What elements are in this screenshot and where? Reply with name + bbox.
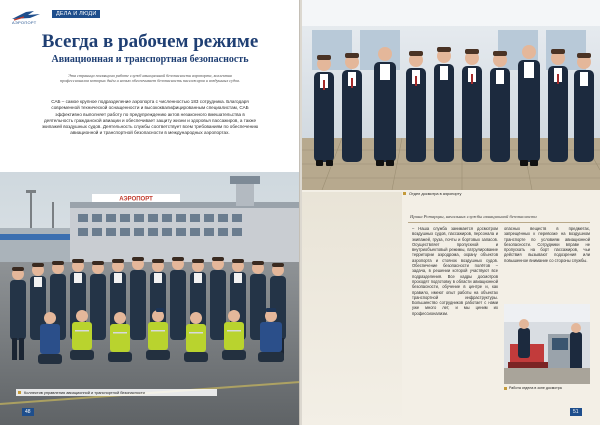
- left-page-number: 48: [22, 408, 34, 416]
- section-tag: ДЕЛА И ЛЮДИ: [52, 10, 100, 18]
- article-lead: Эта страница посвящена работе служб авиационной безопасности аэропорта, коллектив профессионалов которых днём и ночью обеспечивает безопасность пассажиров и воздушных судов.: [60, 73, 240, 84]
- building-sign: АЭРОПОРТ: [119, 196, 153, 203]
- team-photo: [0, 172, 300, 425]
- right-photo-caption: Отдел досмотра в аэропорту: [403, 191, 461, 196]
- right-page-number: 51: [570, 408, 582, 416]
- logo-text: АЭРОПОРТ: [12, 20, 37, 25]
- article-byline: Ирина Ротарцан, начальник службы авиационной безопасности: [410, 214, 537, 219]
- screening-photo: [504, 304, 590, 384]
- article-title: Всегда в рабочем режиме: [41, 31, 259, 52]
- article-subtitle: Авиационная и транспортная безопасность: [51, 54, 249, 65]
- body-column-1: – Наша служба занимается досмотром воздушных судов, пассажиров, персонала и экипажей, груза, почты и бортовых запасов. Осуществляет пропускной и внутриобъектовый режимы, патрулирование территории аэродрома, охрану объектов аэропорта и стоянок воздушных судов. Обеспечение безопасности полётов – задача, в решении которой участвуют все подразделения. Все кадры досмотров проходят подготовку в области авиационной безопасности, обучение в центре и, как правило, имеют опыт работы на объектах транспортной инфраструктуры. Большинство сотрудников работает с нами уже много лет, и мы ценим их профессионализм.: [412, 226, 498, 316]
- right-page: [302, 0, 600, 425]
- left-photo-caption: Коллектив управления авиационной и транспортной безопасности: [16, 389, 217, 396]
- article-intro: САБ – самое крупное подразделение аэропорта с численностью 183 сотрудника. Благодаря современной технической оснащенности и высококвалифицированным специалистам, САБ эффективно выполняет работу по предупреждению актов незаконного вмешательства в деятельность гражданской авиации и обеспечивает защиту жизни и здоровья пассажиров, а также экипажей воздушных судов. Деятельность службы соответствует всем требованиям по обеспечению авиационной и транспортной безопасности в международных аэропортах.: [41, 99, 259, 136]
- right-page-side-strip: [302, 192, 402, 425]
- byline-divider: [408, 222, 590, 223]
- staff-photo: [302, 0, 600, 190]
- screening-photo-caption: Работа отдела в зоне досмотра: [504, 386, 562, 390]
- body-column-2: опасных веществ в предметах, запрещённых к перевозке на воздушном транспорте по условиям авиационной безопасности. Сотрудники вправе не пропускать на борт пассажиров, чьи действия вызывают подозрения или повышенное внимание со стороны службы.: [504, 226, 590, 263]
